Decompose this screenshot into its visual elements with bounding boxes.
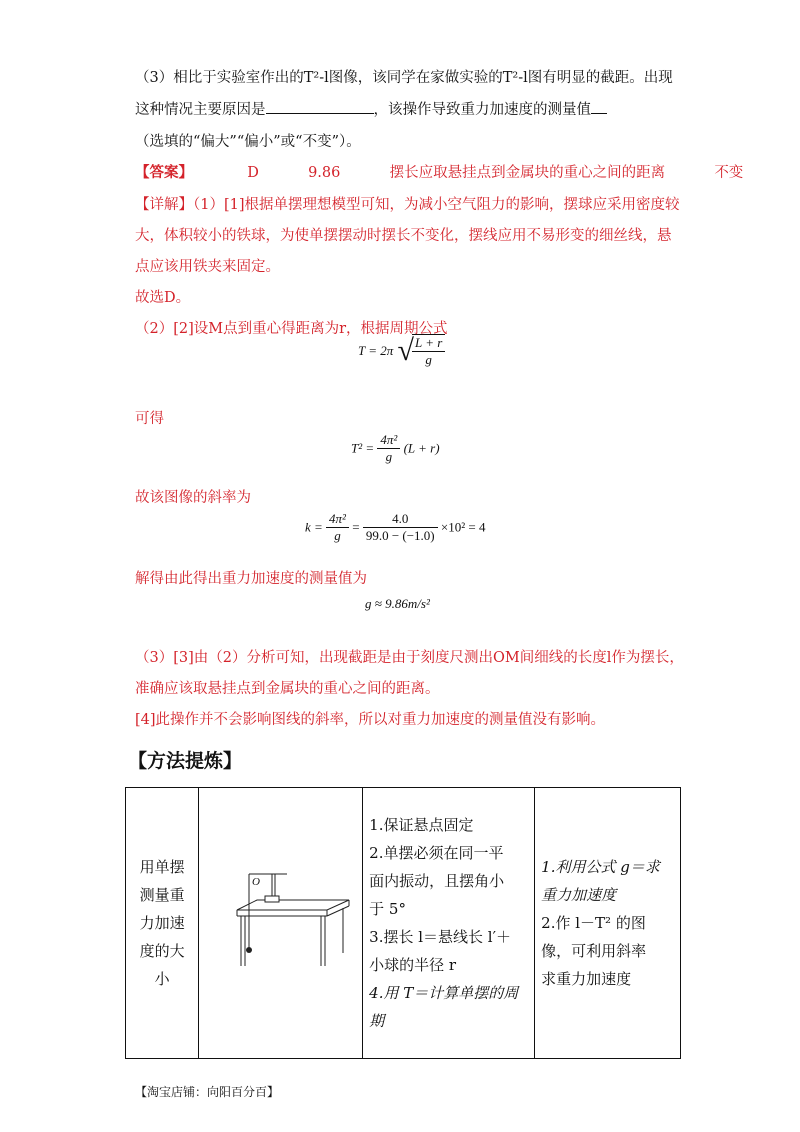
step-line: 3.摆长 l＝悬线长 l′＋ (369, 928, 512, 946)
explain-line-2: 大，体积较小的铁球，为使单摆摆动时摆长不变化，摆线应用不易形变的细丝线，悬 (135, 228, 672, 244)
step-line: 4.用 T＝计算单摆的周 (369, 984, 519, 1002)
formula-3-den-1: g (334, 528, 341, 543)
method-topic-cell (126, 788, 199, 1059)
answer-4: 不变 (714, 165, 744, 181)
formula-2-num: 4π² (377, 432, 400, 449)
formula-1-den: g (425, 352, 432, 367)
formula-slope (305, 511, 485, 544)
step-line: 期 (369, 1012, 385, 1030)
formula-t-squared (351, 432, 440, 465)
formula-3-rhs: ×10² = 4 (440, 519, 486, 535)
formula-3-lhs: k = (305, 519, 323, 535)
footer-shop: 【淘宝店铺：向阳百分百】 (135, 1085, 280, 1099)
explain-line-9: （3）[3]由（2）分析可知，出现截距是由于刻度尺测出OM间细线的长度l作为摆长， (135, 650, 684, 666)
explain-line-6: 可得 (135, 411, 164, 427)
formula-period (358, 334, 445, 368)
topic-line: 测量重 (139, 886, 185, 904)
answer-blank-2 (591, 99, 607, 114)
question-line-2 (135, 98, 607, 119)
result-line: 重力加速度 (541, 886, 617, 904)
result-line: 2.作 l－T² 的图 (541, 914, 646, 932)
formula-1-fraction (412, 334, 445, 368)
formula-3-fraction-1 (326, 511, 349, 544)
topic-line: 小 (154, 970, 170, 988)
step-line: 面内振动，且摆角小 (369, 872, 505, 890)
formula-2-den: g (385, 449, 393, 464)
explain-line-4: 故选D。 (135, 290, 191, 306)
step-line: 2.单摆必须在同一平 (369, 844, 504, 862)
formula-1-lhs: T = 2π (358, 343, 394, 358)
explain-line-8: 解得由此得出重力加速度的测量值为 (135, 571, 367, 587)
topic-line: 力加速 (139, 914, 185, 932)
explain-line-3: 点应该用铁夹来固定。 (135, 259, 280, 275)
result-line: 1.利用公式 g＝求 (541, 858, 660, 876)
formula-3-num-2: 4.0 (363, 511, 438, 528)
formula-g-value: g ≈ 9.86m/s² (365, 596, 430, 611)
sqrt-sign: √ (397, 334, 414, 367)
point-o-label: O (252, 876, 261, 888)
answer-label: 【答案】 (135, 164, 193, 181)
topic-line: 用单摆 (139, 858, 185, 876)
step-line: 于 5° (369, 900, 406, 918)
answer-1: D (247, 165, 259, 181)
explain-line-11: [4]此操作并不会影响图线的斜率，所以对重力加速度的测量值没有影响。 (135, 712, 606, 728)
question-text-a: 这种情况主要原因是 (135, 102, 266, 118)
answer-blank-1 (266, 99, 374, 114)
formula-3-num-1: 4π² (326, 511, 349, 528)
question-line-3: （选填的“偏大”“偏小”或“不变”）。 (135, 134, 361, 150)
formula-2-fraction (377, 432, 400, 465)
question-line-1: （3）相比于实验室作出的T²-l图像，该同学在家做实验的T²-l图有明显的截距。出现 (135, 70, 673, 86)
pendulum-figure (199, 788, 362, 1054)
method-table (125, 787, 681, 1059)
topic-line: 度的大 (139, 942, 185, 960)
step-line: 小球的半径 r (369, 956, 457, 974)
step-line: 1.保证悬点固定 (369, 816, 474, 834)
formula-1-num: L + r (412, 335, 445, 352)
answer-3: 摆长应取悬挂点到金属块的重心之间的距离 (389, 165, 666, 181)
formula-3-eq: = (352, 519, 360, 535)
method-results-cell (535, 788, 681, 1059)
pendulum-bob (246, 947, 252, 953)
formula-3-fraction-2 (363, 511, 438, 544)
result-line: 求重力加速度 (541, 970, 632, 988)
method-row (126, 788, 681, 1059)
method-heading: 【方法提炼】 (128, 750, 243, 772)
explain-line-7: 故该图像的斜率为 (135, 490, 251, 506)
formula-3-den-2: 99.0 − (−1.0) (365, 528, 435, 543)
result-line: 像，可利用斜率 (541, 942, 647, 960)
explain-line-1: 【详解】（1）[1]根据单摆理想模型可知，为减小空气阻力的影响，摆球应采用密度较 (135, 197, 680, 213)
answer-line (135, 161, 743, 182)
explain-line-5: （2）[2]设M点到重心得距离为r，根据周期公式 (135, 321, 448, 337)
question-text-b: ，该操作导致重力加速度的测量值 (373, 102, 591, 118)
explain-line-10: 准确应该取悬挂点到金属块的重心之间的距离。 (135, 681, 440, 697)
answer-2: 9.86 (308, 165, 341, 181)
formula-2-lhs: T² = (351, 440, 375, 456)
formula-2-rhs: (L + r) (403, 440, 440, 456)
method-steps-cell (363, 788, 535, 1059)
method-figure-cell (199, 788, 363, 1059)
